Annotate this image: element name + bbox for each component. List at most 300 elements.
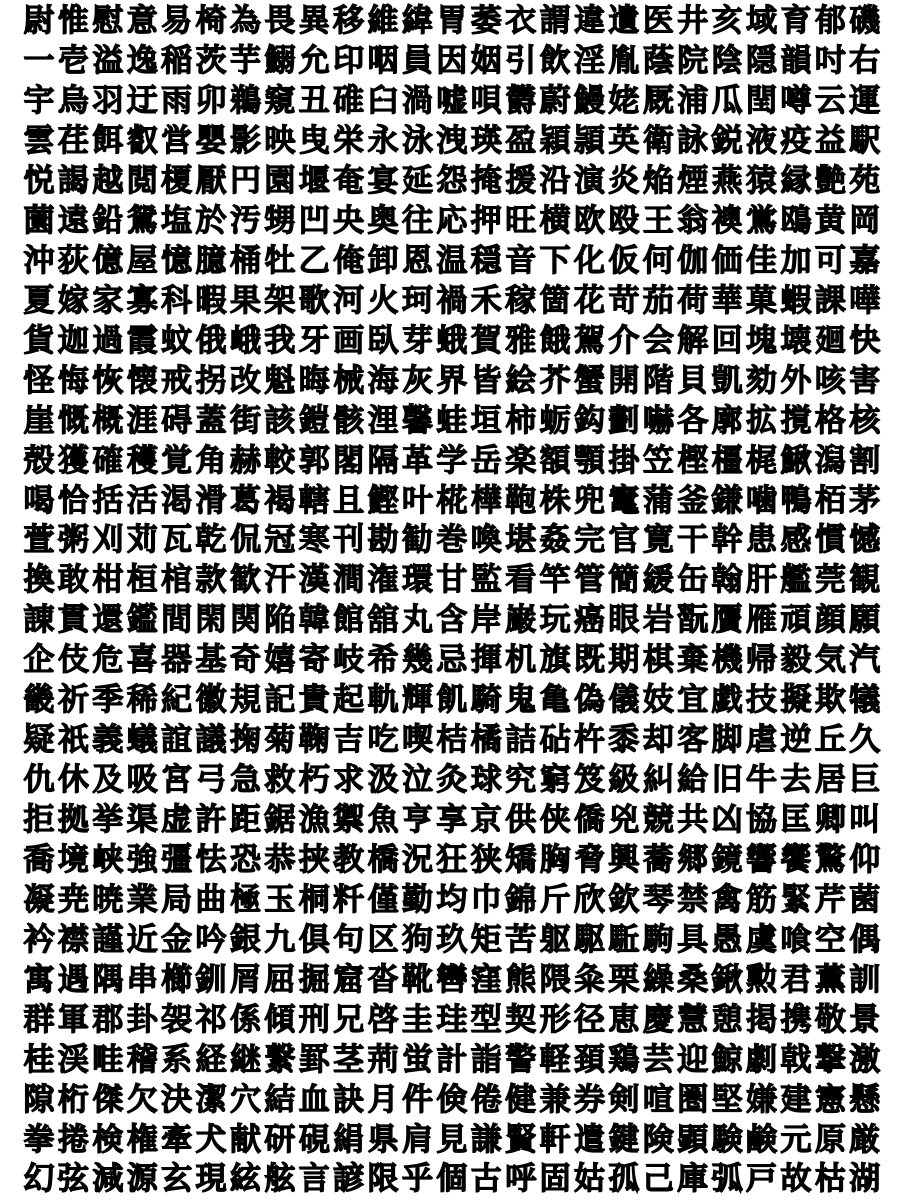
kanji-glyph: 漁 [298, 802, 330, 838]
glyph-row [22, 401, 882, 441]
kanji-glyph: 桑 [677, 961, 709, 998]
kanji-glyph: 庫 [677, 1161, 709, 1198]
kanji-glyph: 係 [229, 1001, 261, 1038]
kanji-glyph: 官 [608, 522, 640, 559]
kanji-glyph: 競 [642, 802, 674, 838]
kanji-glyph: 煙 [677, 163, 709, 199]
kanji-glyph: 遇 [57, 961, 89, 998]
kanji-glyph: 維 [367, 3, 399, 40]
kanji-glyph: 桔 [436, 722, 468, 759]
kanji-glyph: 岸 [470, 602, 502, 639]
kanji-glyph: 傑 [92, 1081, 124, 1118]
kanji-glyph: 且 [333, 482, 365, 519]
kanji-glyph: 堪 [505, 522, 537, 559]
kanji-glyph: 果 [229, 282, 261, 319]
kanji-glyph: 猿 [746, 163, 778, 199]
kanji-glyph: 笈 [574, 762, 605, 799]
kanji-glyph: 贋 [711, 602, 743, 639]
kanji-glyph: 訓 [849, 961, 881, 998]
kanji-glyph: 火 [367, 282, 399, 319]
kanji-glyph: 泣 [401, 762, 433, 799]
kanji-glyph: 覚 [161, 442, 193, 479]
kanji-glyph: 傾 [264, 1001, 296, 1038]
kanji-glyph: 郡 [92, 1001, 124, 1038]
kanji-glyph: 劃 [608, 402, 640, 439]
kanji-glyph: 拠 [57, 802, 89, 838]
glyph-row [22, 242, 882, 282]
kanji-glyph: 引 [505, 43, 537, 80]
kanji-glyph: 壱 [57, 43, 89, 80]
kanji-glyph: 汚 [229, 202, 261, 239]
kanji-glyph: 規 [229, 682, 261, 719]
kanji-glyph: 還 [92, 602, 124, 639]
kanji-glyph: 患 [746, 522, 778, 559]
kanji-glyph: 戯 [711, 682, 743, 719]
kanji-glyph: 健 [505, 1081, 537, 1118]
kanji-glyph: 鰯 [264, 43, 296, 80]
kanji-glyph: 巌 [505, 602, 537, 639]
kanji-glyph: 姥 [608, 83, 640, 120]
kanji-glyph: 域 [746, 3, 778, 40]
kanji-glyph: 易 [161, 3, 193, 40]
kanji-glyph: 胸 [539, 841, 571, 878]
kanji-glyph: 隔 [367, 442, 399, 479]
kanji-glyph: 牛 [746, 762, 778, 799]
kanji-glyph: 吃 [367, 722, 399, 759]
kanji-glyph: 蔚 [539, 83, 571, 120]
kanji-glyph: 襖 [711, 202, 743, 239]
kanji-glyph: 噛 [746, 482, 778, 519]
kanji-glyph: 王 [642, 202, 674, 239]
kanji-glyph: 穫 [126, 442, 158, 479]
kanji-glyph: 意 [126, 3, 158, 40]
kanji-glyph: 鯨 [711, 1041, 743, 1078]
kanji-glyph: 兜 [574, 482, 605, 519]
kanji-glyph: 凹 [298, 202, 330, 239]
kanji-glyph: 溢 [92, 43, 124, 80]
kanji-glyph: 件 [401, 1081, 433, 1118]
kanji-glyph: 各 [677, 402, 709, 439]
kanji-glyph: 荻 [57, 242, 89, 279]
kanji-glyph: 賀 [470, 322, 502, 359]
kanji-glyph: 顎 [574, 442, 605, 479]
kanji-glyph: 迂 [126, 83, 158, 120]
kanji-glyph: 杵 [574, 722, 605, 759]
kanji-glyph: 翰 [711, 562, 743, 599]
kanji-glyph: 下 [539, 242, 571, 279]
glyph-row [22, 481, 882, 521]
kanji-glyph: 韻 [780, 43, 812, 80]
kanji-glyph: 群 [23, 1001, 55, 1038]
kanji-glyph: 仇 [23, 762, 55, 799]
kanji-glyph: 期 [608, 642, 640, 679]
kanji-glyph: 怯 [195, 841, 227, 878]
kanji-glyph: 揮 [470, 642, 502, 679]
kanji-glyph: 苑 [849, 163, 881, 199]
kanji-glyph: 廓 [711, 402, 743, 439]
kanji-glyph: 碓 [333, 83, 365, 120]
kanji-glyph: 議 [195, 722, 227, 759]
kanji-glyph: 荷 [677, 282, 709, 319]
kanji-glyph: 喫 [401, 722, 433, 759]
kanji-glyph: 帰 [746, 642, 778, 679]
kanji-glyph: 級 [608, 762, 640, 799]
kanji-glyph: 巨 [849, 762, 881, 799]
kanji-glyph: 往 [401, 202, 433, 239]
kanji-glyph: 黍 [608, 722, 640, 759]
kanji-glyph: 医 [642, 3, 674, 40]
kanji-glyph: 欽 [608, 881, 640, 918]
kanji-glyph: 仮 [608, 242, 640, 279]
kanji-glyph: 繋 [264, 1041, 296, 1078]
kanji-glyph: 鰻 [574, 83, 605, 120]
kanji-glyph: 緩 [642, 562, 674, 599]
glyph-row [22, 681, 882, 721]
kanji-glyph: 貫 [57, 602, 89, 639]
kanji-glyph: 柿 [505, 402, 537, 439]
kanji-glyph: 検 [92, 1121, 124, 1158]
kanji-glyph: 恐 [229, 841, 261, 878]
kanji-glyph: 井 [677, 3, 709, 40]
kanji-glyph: 愚 [711, 921, 743, 958]
kanji-glyph: 何 [642, 242, 674, 279]
kanji-glyph: 寒 [298, 522, 330, 559]
kanji-glyph: 桁 [57, 1081, 89, 1118]
kanji-glyph: 卸 [367, 242, 399, 279]
kanji-glyph: 監 [470, 562, 502, 599]
kanji-glyph: 潟 [814, 442, 846, 479]
kanji-glyph: 権 [126, 1121, 158, 1158]
kanji-glyph: 玖 [436, 921, 468, 958]
kanji-glyph: 映 [264, 123, 296, 160]
kanji-glyph: 笠 [642, 442, 674, 479]
kanji-glyph: 永 [367, 123, 399, 160]
kanji-glyph: 馨 [401, 402, 433, 439]
kanji-glyph: 串 [126, 961, 158, 998]
kanji-glyph: 亨 [401, 802, 433, 838]
kanji-glyph: 橋 [367, 841, 399, 878]
kanji-glyph: 栗 [608, 961, 640, 998]
kanji-glyph: 外 [780, 362, 812, 399]
kanji-glyph: 鞠 [298, 722, 330, 759]
kanji-glyph: 僑 [574, 802, 605, 838]
kanji-glyph: 轄 [298, 482, 330, 519]
glyph-row [22, 881, 882, 921]
kanji-glyph: 及 [92, 762, 124, 799]
kanji-glyph: 掩 [470, 163, 502, 199]
kanji-glyph: 英 [608, 123, 640, 160]
kanji-glyph: 核 [849, 402, 881, 439]
kanji-glyph: 己 [642, 1161, 674, 1198]
kanji-glyph: 窺 [264, 83, 296, 120]
kanji-glyph: 菊 [264, 722, 296, 759]
kanji-glyph: 咳 [814, 362, 846, 399]
kanji-glyph: 概 [92, 402, 124, 439]
kanji-glyph: 故 [780, 1161, 812, 1198]
kanji-glyph: 因 [436, 43, 468, 80]
kanji-glyph: 軍 [57, 1001, 89, 1038]
kanji-glyph: 頑 [780, 602, 812, 639]
kanji-glyph: 侃 [229, 522, 261, 559]
kanji-glyph: 糾 [642, 762, 674, 799]
kanji-glyph: 甘 [436, 562, 468, 599]
kanji-glyph: 巻 [436, 522, 468, 559]
kanji-glyph: 閑 [195, 602, 227, 639]
kanji-glyph: 霞 [126, 322, 158, 359]
kanji-glyph: 粁 [333, 881, 365, 918]
kanji-glyph: 唄 [470, 83, 502, 120]
glyph-row [22, 841, 882, 881]
kanji-glyph: 苅 [126, 522, 158, 559]
kanji-glyph: 舘 [367, 602, 399, 639]
kanji-glyph: 魁 [264, 362, 296, 399]
kanji-glyph: 言 [298, 1161, 330, 1198]
kanji-glyph: 花 [574, 282, 605, 319]
kanji-glyph: 慨 [57, 402, 89, 439]
kanji-glyph: 遺 [608, 3, 640, 40]
kanji-glyph: 古 [470, 1161, 502, 1198]
kanji-glyph: 瓜 [711, 83, 743, 120]
glyph-row [22, 561, 882, 601]
kanji-glyph: 賢 [505, 1121, 537, 1158]
kanji-glyph: 刈 [92, 522, 124, 559]
kanji-glyph: 欣 [574, 881, 605, 918]
kanji-glyph: 絵 [505, 362, 537, 399]
kanji-glyph: 桶 [229, 242, 261, 279]
kanji-glyph: 界 [436, 362, 468, 399]
kanji-glyph: 玉 [264, 881, 296, 918]
kanji-glyph: 迎 [677, 1041, 709, 1078]
kanji-glyph: 梶 [746, 442, 778, 479]
kanji-glyph: 疑 [23, 722, 55, 759]
kanji-glyph: 殴 [608, 202, 640, 239]
kanji-glyph: 影 [229, 123, 261, 160]
kanji-glyph: 宴 [367, 163, 399, 199]
kanji-glyph: 券 [574, 1081, 605, 1118]
kanji-glyph: 慶 [642, 1001, 674, 1038]
kanji-glyph: 固 [539, 1161, 571, 1198]
kanji-glyph: 元 [780, 1121, 812, 1158]
kanji-glyph: 滑 [195, 482, 227, 519]
kanji-glyph: 獲 [57, 442, 89, 479]
kanji-glyph: 個 [436, 1161, 468, 1198]
kanji-glyph: 鍵 [608, 1121, 640, 1158]
kanji-glyph: 駅 [849, 123, 881, 160]
kanji-glyph: 強 [126, 841, 158, 878]
kanji-glyph: 橿 [711, 442, 743, 479]
kanji-glyph: 缶 [677, 562, 709, 599]
kanji-glyph: 澗 [333, 562, 365, 599]
kanji-glyph: 看 [505, 562, 537, 599]
kanji-glyph: 岡 [849, 202, 881, 239]
kanji-glyph: 益 [814, 123, 846, 160]
kanji-glyph: 銀 [229, 921, 261, 958]
kanji-glyph: 棋 [642, 642, 674, 679]
kanji-glyph: 沖 [23, 242, 55, 279]
kanji-glyph: 掛 [608, 442, 640, 479]
kanji-glyph: 句 [333, 921, 365, 958]
kanji-glyph: 楽 [505, 442, 537, 479]
kanji-glyph: 劾 [746, 362, 778, 399]
kanji-glyph: 咽 [367, 43, 399, 80]
kanji-glyph: 括 [92, 482, 124, 519]
kanji-glyph: 軒 [539, 1121, 571, 1158]
kanji-glyph: 蔭 [642, 43, 674, 80]
kanji-glyph: 刊 [333, 522, 365, 559]
kanji-glyph: 箇 [539, 282, 571, 319]
kanji-glyph: 駕 [574, 322, 605, 359]
kanji-glyph: 計 [436, 1041, 468, 1078]
kanji-glyph: 尉 [23, 3, 55, 40]
kanji-glyph: 牙 [298, 322, 330, 359]
kanji-glyph: 況 [401, 841, 433, 878]
kanji-glyph: 隈 [539, 961, 571, 998]
kanji-glyph: 雁 [746, 602, 778, 639]
kanji-glyph: 謹 [92, 921, 124, 958]
kanji-glyph: 嘘 [436, 83, 468, 120]
kanji-glyph: 越 [92, 163, 124, 199]
kanji-glyph: 祇 [57, 722, 89, 759]
kanji-glyph: 共 [677, 802, 709, 838]
kanji-glyph: 椅 [195, 3, 227, 40]
kanji-glyph: 願 [849, 602, 881, 639]
kanji-glyph: 原 [814, 1121, 846, 1158]
kanji-glyph: 芥 [539, 362, 571, 399]
kanji-glyph: 癌 [574, 602, 605, 639]
kanji-glyph: 榎 [161, 163, 193, 199]
kanji-glyph: 険 [642, 1121, 674, 1158]
kanji-glyph: 兼 [539, 1081, 571, 1118]
kanji-glyph: 介 [608, 322, 640, 359]
kanji-glyph: 害 [849, 362, 881, 399]
kanji-glyph: 絹 [333, 1121, 365, 1158]
kanji-glyph: 刑 [298, 1001, 330, 1038]
kanji-glyph: 撹 [780, 402, 812, 439]
kanji-glyph: 轡 [436, 961, 468, 998]
kanji-glyph: 噂 [780, 83, 812, 120]
kanji-glyph: 君 [780, 961, 812, 998]
kanji-glyph: 鋭 [711, 123, 743, 160]
kanji-glyph: 怨 [436, 163, 468, 199]
kanji-glyph: 沓 [367, 961, 399, 998]
kanji-glyph: 胤 [608, 43, 640, 80]
kanji-glyph: 稲 [161, 43, 193, 80]
kanji-glyph: 幹 [711, 522, 743, 559]
kanji-glyph: 荊 [367, 1041, 399, 1078]
kanji-glyph: 慰 [92, 3, 124, 40]
kanji-glyph: 欝 [505, 83, 537, 120]
kanji-glyph: 錦 [505, 881, 537, 918]
kanji-glyph: 季 [92, 682, 124, 719]
kanji-glyph: 襟 [57, 921, 89, 958]
kanji-glyph: 顕 [677, 1121, 709, 1158]
kanji-glyph: 彊 [161, 841, 193, 878]
kanji-glyph: 憩 [711, 1001, 743, 1038]
glyph-row [22, 1080, 882, 1120]
kanji-glyph: 軽 [539, 1041, 571, 1078]
kanji-glyph: 鴛 [126, 202, 158, 239]
kanji-glyph: 丑 [298, 83, 330, 120]
glyph-row [22, 921, 882, 961]
kanji-glyph: 鉛 [92, 202, 124, 239]
kanji-glyph: 鴎 [780, 202, 812, 239]
kanji-glyph: 許 [195, 802, 227, 838]
kanji-glyph: 堰 [298, 163, 330, 199]
kanji-glyph: 協 [746, 802, 778, 838]
kanji-glyph: 曳 [298, 123, 330, 160]
glyph-row [22, 42, 882, 82]
kanji-glyph: 恰 [57, 482, 89, 519]
kanji-glyph: 恢 [92, 362, 124, 399]
kanji-glyph: 欠 [126, 1081, 158, 1118]
kanji-glyph: 玄 [161, 1161, 193, 1198]
kanji-glyph: 家 [92, 282, 124, 319]
kanji-glyph: 機 [711, 642, 743, 679]
kanji-glyph: 芹 [814, 881, 846, 918]
kanji-glyph: 虐 [746, 722, 778, 759]
kanji-glyph: 翁 [677, 202, 709, 239]
kanji-glyph: 諺 [333, 1161, 365, 1198]
kanji-glyph: 丘 [814, 722, 846, 759]
kanji-glyph: 雅 [505, 322, 537, 359]
kanji-glyph: 確 [92, 442, 124, 479]
kanji-glyph: 蛾 [436, 322, 468, 359]
kanji-glyph: 蛙 [436, 402, 468, 439]
kanji-glyph: 寓 [23, 961, 55, 998]
kanji-glyph: 臼 [367, 83, 399, 120]
kanji-glyph: 塩 [161, 202, 193, 239]
kanji-glyph: 喜 [126, 642, 158, 679]
kanji-glyph: 殻 [23, 442, 55, 479]
kanji-glyph: 筋 [746, 881, 778, 918]
kanji-glyph: 矯 [505, 841, 537, 878]
kanji-glyph: 佳 [746, 242, 778, 279]
glyph-row [22, 1000, 882, 1040]
kanji-glyph: 乙 [298, 242, 330, 279]
kanji-glyph: 莞 [814, 562, 846, 599]
kanji-glyph: 桐 [298, 881, 330, 918]
kanji-glyph: 該 [264, 402, 296, 439]
kanji-glyph: 具 [677, 921, 709, 958]
kanji-glyph: 涯 [126, 402, 158, 439]
kanji-glyph: 開 [608, 362, 640, 399]
kanji-glyph: 鞄 [505, 482, 537, 519]
kanji-glyph: 吉 [333, 722, 365, 759]
kanji-glyph: 机 [505, 642, 537, 679]
kanji-glyph: 圭 [401, 1001, 433, 1038]
kanji-glyph: 姑 [574, 1161, 605, 1198]
kanji-glyph: 洩 [436, 123, 468, 160]
kanji-glyph: 含 [436, 602, 468, 639]
kanji-glyph: 株 [539, 482, 571, 519]
kanji-glyph: 祁 [195, 1001, 227, 1038]
kanji-glyph: 姦 [539, 522, 571, 559]
kanji-glyph: 雨 [161, 83, 193, 120]
kanji-glyph: 卯 [195, 83, 227, 120]
kanji-glyph: 臥 [367, 322, 399, 359]
kanji-glyph: 卿 [814, 802, 846, 838]
kanji-glyph: 俺 [333, 242, 365, 279]
kanji-glyph: 禁 [677, 881, 709, 918]
kanji-glyph: 関 [229, 602, 261, 639]
kanji-glyph: 逆 [780, 722, 812, 759]
kanji-glyph: 虞 [746, 921, 778, 958]
kanji-glyph: 駒 [642, 921, 674, 958]
kanji-glyph: 形 [539, 1001, 571, 1038]
kanji-glyph: 玩 [539, 602, 571, 639]
kanji-glyph: 瑛 [470, 123, 502, 160]
kanji-glyph: 燕 [711, 163, 743, 199]
